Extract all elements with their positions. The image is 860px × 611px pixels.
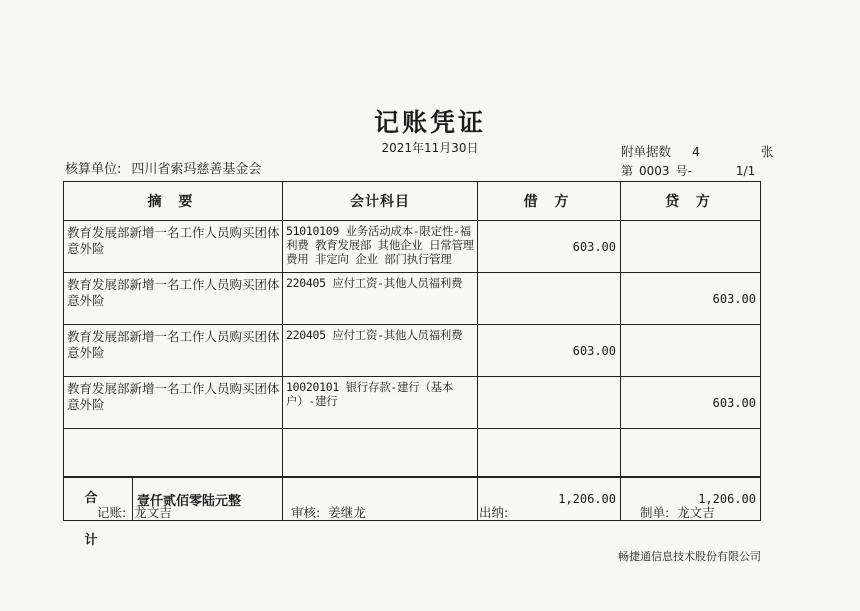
- column-header-credit: 贷 方: [621, 182, 761, 221]
- entry-row: [64, 221, 761, 273]
- bookkeeper-name: 龙文吉: [134, 505, 172, 520]
- entry-row: [64, 273, 761, 325]
- entry-summary: 教育发展部新增一名工作人员购买团体意外险: [64, 273, 283, 325]
- signature-cashier: [479, 503, 508, 521]
- total-label: 合 计: [64, 478, 133, 520]
- attachment-value: 4: [692, 144, 700, 159]
- attachment-unit: 张: [761, 144, 774, 159]
- voucher-number-prefix: 第: [621, 164, 634, 178]
- voucher-table: [63, 181, 761, 548]
- column-header-account: 会计科目: [283, 182, 478, 221]
- total-debit: 1,206.00: [478, 477, 621, 521]
- signature-bookkeeper: [97, 503, 172, 521]
- entry-summary: 教育发展部新增一名工作人员购买团体意外险: [64, 325, 283, 377]
- entry-credit: [621, 325, 761, 377]
- voucher-number: [621, 162, 755, 179]
- cashier-label: 出纳:: [479, 505, 509, 520]
- voucher-title: 记账凭证: [373, 108, 486, 137]
- empty-row: [64, 429, 761, 478]
- bookkeeper-label: 记账:: [97, 505, 127, 520]
- entry-debit: [478, 377, 621, 429]
- entry-credit: [621, 221, 761, 273]
- empty-cell: [621, 429, 761, 478]
- voucher-number-value: 0003: [639, 164, 670, 178]
- entry-row: [64, 325, 761, 377]
- total-credit: 1,206.00: [621, 477, 761, 521]
- entry-debit: [478, 273, 621, 325]
- attachment-count: [621, 142, 774, 160]
- entry-debit: 603.00: [478, 325, 621, 377]
- voucher-date: 2021年11月30日: [381, 141, 479, 155]
- entry-account: 220405 应付工资-其他人员福利费: [283, 325, 478, 377]
- reviewer-label: 审核:: [291, 505, 321, 520]
- entry-credit: 603.00: [621, 273, 761, 325]
- preparer-label: 制单:: [640, 505, 670, 520]
- accounting-unit-label: 核算单位:: [65, 162, 122, 177]
- empty-cell: [478, 429, 621, 478]
- empty-cell: [64, 429, 283, 478]
- software-vendor: 畅捷通信息技术股份有限公司: [618, 550, 761, 563]
- signature-reviewer: [291, 503, 366, 521]
- entry-credit: 603.00: [621, 377, 761, 429]
- entry-debit: 603.00: [478, 221, 621, 273]
- entry-summary: 教育发展部新增一名工作人员购买团体意外险: [64, 221, 283, 273]
- entry-account: 10020101 银行存款-建行（基本户）-建行: [283, 377, 478, 429]
- accounting-unit: [65, 158, 261, 177]
- header-row: [64, 182, 761, 221]
- entry-summary: 教育发展部新增一名工作人员购买团体意外险: [64, 377, 283, 429]
- signature-preparer: [640, 503, 715, 521]
- reviewer-name: 姜继龙: [328, 505, 366, 520]
- preparer-name: 龙文吉: [677, 505, 715, 520]
- attachment-label: 附单据数: [621, 144, 672, 159]
- page-indicator: 1/1: [735, 164, 756, 178]
- accounting-unit-name: 四川省索玛慈善基金会: [131, 162, 262, 177]
- entry-account: 51010109 业务活动成本-限定性-福利费 教育发展部 其他企业 日常管理费用 非定向 企业 部门执行管理: [283, 221, 478, 273]
- empty-cell: [283, 429, 478, 478]
- column-header-summary: 摘 要: [64, 182, 283, 221]
- voucher-number-suffix: 号-: [675, 164, 692, 178]
- total-in-words: 壹仟贰佰零陆元整: [137, 493, 242, 509]
- entry-account: 220405 应付工资-其他人员福利费: [283, 273, 478, 325]
- column-header-debit: 借 方: [478, 182, 621, 221]
- entry-row: [64, 377, 761, 429]
